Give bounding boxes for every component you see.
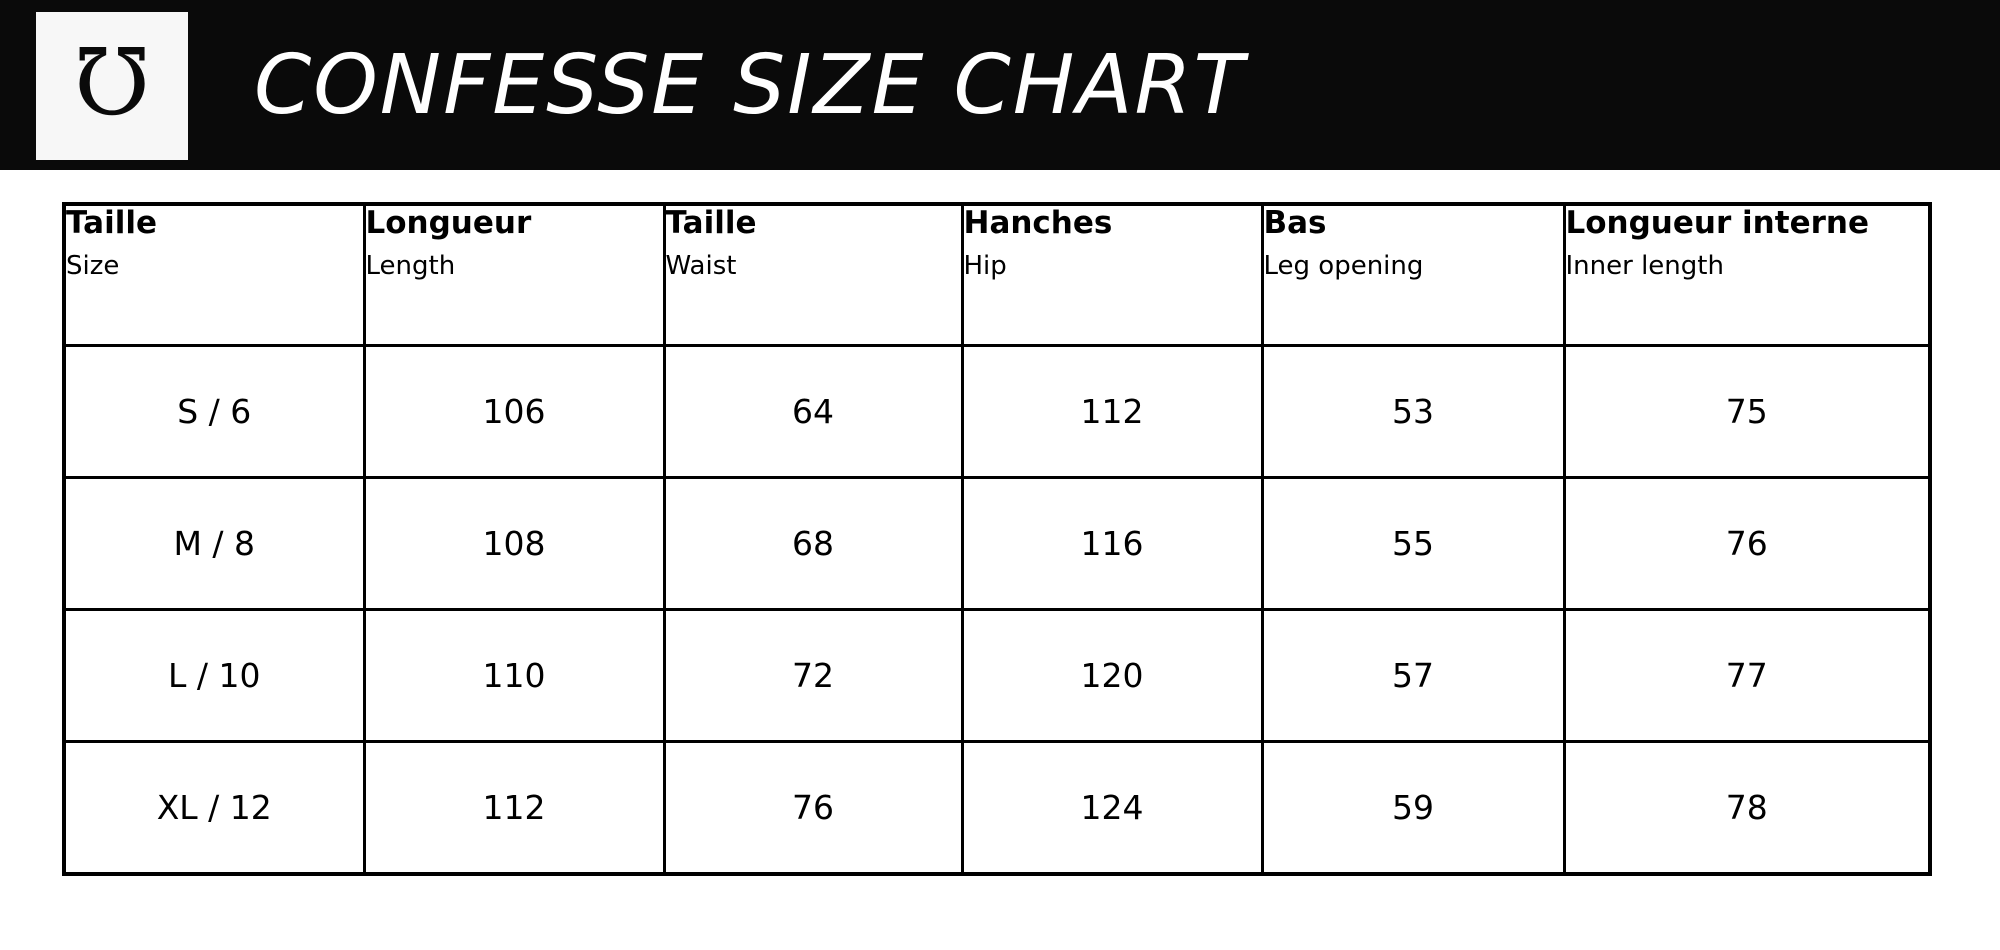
table-row [64,610,1930,742]
column-header-fr: Longueur interne [1565,205,1869,241]
bull-horns-icon: ℧ [73,29,151,136]
cell-inner-length: 76 [1564,478,1930,610]
brand-logo [36,12,188,160]
column-header-fr: Taille [66,205,157,241]
column-header-en: Size [66,250,120,281]
cell-length: 106 [364,346,664,478]
cell-waist: 76 [664,742,962,875]
column-header-waist [664,204,962,346]
table-header-row [64,204,1930,346]
cell-leg-opening: 55 [1262,478,1564,610]
column-header-fr: Longueur [365,205,532,241]
cell-hip: 120 [962,610,1262,742]
cell-hip: 116 [962,478,1262,610]
cell-leg-opening: 57 [1262,610,1564,742]
column-header-fr: Taille [665,205,757,241]
size-chart-table [62,202,1932,876]
cell-size: M / 8 [64,478,364,610]
cell-inner-length: 77 [1564,610,1930,742]
cell-length: 108 [364,478,664,610]
column-header-leg-opening [1262,204,1564,346]
column-header-en: Waist [665,250,737,281]
column-header-length [364,204,664,346]
cell-inner-length: 75 [1564,346,1930,478]
column-header-size [64,204,364,346]
table-row [64,478,1930,610]
column-header-fr: Hanches [963,205,1113,241]
cell-waist: 68 [664,478,962,610]
column-header-en: Length [365,250,456,281]
cell-leg-opening: 53 [1262,346,1564,478]
page-title: CONFESSE SIZE CHART [254,37,1246,133]
column-header-en: Hip [963,250,1007,281]
cell-size: XL / 12 [64,742,364,875]
table-row [64,742,1930,875]
column-header-hip [962,204,1262,346]
cell-hip: 124 [962,742,1262,875]
cell-size: S / 6 [64,346,364,478]
column-header-en: Leg opening [1263,250,1424,281]
column-header-en: Inner length [1565,250,1724,281]
cell-hip: 112 [962,346,1262,478]
cell-length: 112 [364,742,664,875]
cell-leg-opening: 59 [1262,742,1564,875]
cell-waist: 72 [664,610,962,742]
column-header-inner-length [1564,204,1930,346]
cell-waist: 64 [664,346,962,478]
size-chart-container [0,170,2000,876]
cell-length: 110 [364,610,664,742]
table-row [64,346,1930,478]
page-header [0,0,2000,170]
cell-size: L / 10 [64,610,364,742]
cell-inner-length: 78 [1564,742,1930,875]
column-header-fr: Bas [1263,205,1327,241]
